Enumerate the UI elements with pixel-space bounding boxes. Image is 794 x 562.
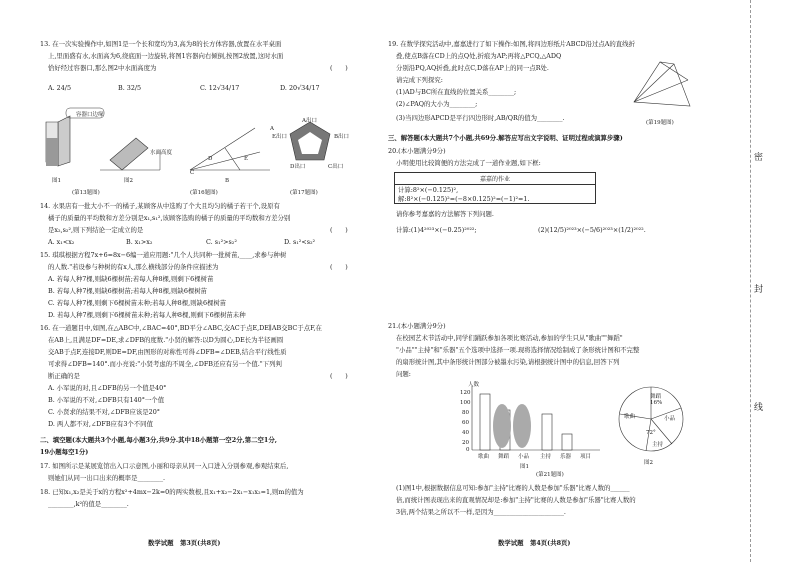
fig16-line-4 (225, 148, 240, 170)
q19-line-3: 分别沿PQ,AQ折叠,此时点C,D落在AP上的同一点R处. (396, 64, 549, 72)
q14-option-a: A. x₁<x₂ (48, 238, 75, 246)
fig16-label-b: B (225, 178, 230, 184)
pie-label-gequ: 歌曲 (624, 414, 636, 420)
q16-option-b: B. 小军说的不对,∠DFB只有140°一个值 (48, 396, 165, 404)
q16-option-c: C. 小贤求的结果不对,∠DFB应该是20° (48, 408, 160, 416)
fig16-label-d: D (208, 156, 213, 162)
q21-part-2: 倍,而统计图表现出来的直观情况却是:参加"主持"比赛的人数是参加"乐器"比赛人数的 (396, 496, 636, 504)
fig2-label: 图2 (124, 178, 133, 184)
pie-fig2-label: 图2 (644, 460, 653, 466)
ink-blot-1 (493, 404, 511, 448)
fig17-label-b: B出口 (334, 134, 350, 140)
q20-head: 20.(本小题满分9分) (388, 147, 446, 155)
q21-part-1: (1)图1中,根据数据信息可知:参加"主持"比赛的人数是参加"乐器"比赛人数的______ (396, 484, 630, 492)
fig16-line-3 (190, 128, 255, 170)
q20-calc-1: 计算:(1)4²⁰²³×(−0.25)²⁰²²; (396, 226, 477, 234)
q13-stem-3: 恰好经过容器口,那么图2中水面高度为 (48, 64, 157, 72)
ink-blot-2 (513, 404, 531, 448)
q16-line-1: 16. 在一道题目中,如图,在△ABC中,∠BAC=40°,BD平分∠ABC,交AC于点E,DE∥AB交BC于点F,在 (40, 324, 322, 332)
q13-stem-1: 13. 在一次实验操作中,如图1是一个长和宽均为3,高为8的长方体容器,放置在水平桌面 (40, 40, 282, 48)
q15-paren: ( ) (330, 263, 348, 271)
q15-option-d: D. 若每人种7棵,则剩下6棵树苗未种;若每人种8棵,则剩下6棵树苗未种 (48, 311, 246, 319)
q14-paren: ( ) (330, 226, 348, 234)
cat-xiangmu: 项目 (580, 454, 592, 460)
bar-chart-y-label: 人数 (468, 382, 480, 388)
q17-line-2: 则她们从同一出口出来的概率是________. (48, 474, 166, 482)
q20-calc-2: (2)(12/5)²⁰²³×(−5/6)²⁰²³×(1/2)²⁰²². (538, 226, 646, 234)
q19-part-2: (2)∠PAQ的大小为________; (396, 100, 478, 108)
q16-line-4: 可求得∠DFB=140°.而小亮说:"小贤考虑的不周全,∠DFB还应有另一个值."下列判 (48, 360, 282, 368)
seal-char-3: 线 (754, 403, 764, 413)
q21-part-3: 3倍,两个结果之所以不一样,是因为______________________. (396, 508, 566, 516)
homework-line-1: 计算:8²×(−0.125)², (398, 186, 459, 194)
seal-margin (730, 0, 794, 562)
q19-fold-1 (634, 64, 674, 102)
q15-option-b: B. 若每人种7棵,则缺6棵树苗;若每人种8棵,则缺6棵树苗 (48, 287, 208, 295)
q20-line-1: 小明使用比较简便的方法完成了一道作业题,如下框: (396, 159, 541, 167)
right-page (380, 0, 730, 562)
q16-option-d: D. 两人都不对,∠DFB应有3个不同值 (48, 420, 153, 428)
container-edge-label: 容器口边缘 (76, 112, 104, 118)
q13-paren: ( ) (330, 64, 348, 72)
homework-box-title: 嘉嘉的作业 (395, 173, 595, 185)
q14-line-2: 橘子的质量的平均数和方差分别是x₁,s₁²,该顾客选购的橘子的质量的平均数和方差分别 (48, 214, 291, 222)
q19-part-1: (1)AD与BC所在直线的位置关系________; (396, 88, 517, 96)
fig17-label-c: C出口 (328, 164, 344, 170)
q13-option-a: A. 24/5 (48, 84, 72, 92)
bar-zhuchi (542, 414, 552, 450)
section3-title: 三、解答题(本大题共7个小题,共69分.解答应写出文字说明、证明过程或演算步骤) (388, 134, 623, 142)
pie-label-wudao: 舞蹈 (650, 394, 662, 400)
fig16-label-a: A (270, 126, 274, 132)
q14-line-3: 是x₂,s₂²,则下列结论一定成立的是 (48, 226, 144, 234)
seal-char-2: 封 (754, 285, 764, 295)
cat-zhuchi: 主持 (540, 454, 552, 460)
cat-gequ: 歌曲 (478, 454, 490, 460)
ytick-0: 0 (466, 447, 470, 453)
q15-line-2: 的人数."若设参与种树的有x人,那么横线部分的条件应描述为 (48, 263, 219, 271)
fig2-box (110, 138, 148, 170)
q15-option-a: A. 若每人种7棵,则缺6棵树苗;若每人种8棵,则剩下6棵树苗 (48, 275, 214, 283)
seal-dashed-line (750, 0, 751, 562)
section2-title-2: 19小题每空1分) (40, 448, 89, 456)
q19-line-2: 叠,使点B落在CD上的点Q处,折痕为AP;再将△PCQ,△ADQ (396, 52, 562, 60)
q16-line-2: 在AB上,且满足DF=DE,求∠DFB的度数."小贤的解答:以D为圆心,DE长为半径画圆 (48, 336, 284, 344)
q15-option-c: C. 若每人种7棵,则剩下6棵树苗未种;若每人种8棵,则缺6棵树苗 (48, 299, 227, 307)
fig16-line-1 (190, 152, 260, 170)
ytick-100: 100 (460, 400, 471, 406)
q17-line-1: 17. 如图所示是某展览馆出入口示意图,小丽和母亲从同一入口进入分别参观,参观结束后, (40, 462, 289, 470)
pie-label-zhuchi: 主持 (652, 442, 664, 448)
q13-option-b: B. 32/5 (118, 84, 142, 92)
q16-option-a: A. 小军说的对,且∠DFB的另一个值是40° (48, 384, 167, 392)
q20-line-2: 请你参考嘉嘉的方法解答下列问题. (396, 210, 494, 218)
fig1-water (46, 138, 58, 166)
fig17-caption: (第17题图) (290, 190, 318, 196)
q13-option-d: D. 20√34/17 (280, 84, 320, 92)
q21-line-1: 在校园艺术节活动中,同学们踊跃参加各项比赛活动,参加的学生只从"歌曲""舞蹈" (396, 334, 623, 342)
bar-fig1-label: 图1 (520, 464, 529, 470)
q18-line-1: 18. 已知x₁,x₂是关于x的方程x²+4mx−2k=0的两实数根,且x₁+x₂−2x₁−x₁x₂=1,则m的值为 (40, 488, 304, 496)
cat-wudao: 舞蹈 (498, 454, 510, 460)
ytick-20: 20 (462, 440, 469, 446)
q14-option-b: B. x₁>x₂ (126, 238, 153, 246)
q19-line-4: 请完成下列探究: (396, 76, 443, 84)
right-footer: 数学试题 第4页(共8页) (498, 539, 571, 547)
bar-gequ (480, 394, 490, 450)
bar-yueqi (562, 434, 572, 450)
ytick-80: 80 (462, 410, 469, 416)
fig13-caption: (第13题图) (72, 190, 100, 196)
fig17-label-a: A出口 (302, 118, 317, 124)
q14-line-1: 14. 水果店有一批大小不一的橘子,某顾客从中选购了个大且均匀的橘子若干个,设原有 (40, 202, 280, 210)
q18-line-2: ________,k²的值是________. (48, 500, 129, 508)
q21-line-4: 问题: (396, 370, 411, 378)
q21-line-2: "小品""主持"和"乐器"五个选项中选择一项.现将选择情况绘制成了条形统计图和不完整 (396, 346, 640, 354)
pie-label-xiaopin: 小品 (664, 416, 676, 422)
q16-line-3: 交AB于点F,连接DF,则DE=DF,由图形的对称性可得∠DFB=∠DEB,结合平行线性质 (48, 348, 287, 356)
q19-quad (634, 62, 690, 106)
fig16-label-c: C (190, 170, 195, 176)
seal-char-1: 密 (754, 153, 764, 163)
cat-yueqi: 乐器 (560, 454, 572, 460)
q13-option-c: C. 12√34/17 (200, 84, 240, 92)
fig1-label: 图1 (52, 178, 61, 184)
left-page (0, 0, 380, 562)
fig17-label-d: D出口 (290, 164, 306, 170)
q14-option-c: C. s₁²>s₂² (206, 238, 237, 246)
q16-line-5: 断正确的是 (48, 372, 80, 380)
ytick-40: 40 (462, 430, 469, 436)
water-height-label: 水面高度 (150, 150, 173, 156)
ytick-120: 120 (460, 390, 471, 396)
pie-label-angle: 72° (646, 430, 656, 436)
fig16-caption: (第16题图) (190, 190, 218, 196)
q19-caption: (第19题图) (646, 120, 674, 126)
q19-figure (630, 58, 700, 116)
q15-line-1: 15. 琪琪根据方程7x+6=8x−6编一道应用题:"几个人共同种一批树苗,____,求参与种树 (40, 251, 287, 259)
q21-head: 21.(本小题满分9分) (388, 322, 446, 330)
q14-option-d: D. s₁²<s₂² (284, 238, 316, 246)
q21-caption: (第21题图) (536, 472, 564, 478)
fig16-label-e: E (244, 156, 249, 162)
q21-bar-chart (450, 380, 610, 462)
ytick-60: 60 (462, 420, 469, 426)
homework-line-2: 解:8²×(−0.125)²=(−8×0.125)²=(−1)²=1. (398, 195, 530, 203)
q19-fold-2 (634, 80, 688, 102)
q21-line-3: 的扇形统计图,其中条形统计图部分被墨水污染,请根据统计图中的信息,回答下列 (396, 358, 620, 366)
fig17-label-e: E出口 (272, 134, 288, 140)
section2-title: 二、填空题(本大题共3个小题,每小题3分,共9分.其中18小题第一空2分,第二空1分, (40, 436, 277, 444)
q13-stem-2: 上,里面盛有水,水面高为6,绕底面一边旋转,将图1容器向右倾倒,按图2放置,这时水面 (48, 52, 284, 60)
q19-line-1: 19. 在数学探究活动中,嘉嘉进行了如下操作:如图,将四边形纸片ABCD沿过点A的直线折 (388, 40, 635, 48)
fig1-box-side (58, 116, 70, 166)
cat-xiaopin: 小品 (518, 454, 530, 460)
left-footer: 数学试题 第3页(共8页) (148, 539, 221, 547)
q16-paren: ( ) (330, 372, 348, 380)
pie-label-pct: 16% (650, 400, 663, 406)
q19-part-3: (3)当四边形APCD是平行四边形时,AB/QR的值为________. (396, 114, 565, 122)
